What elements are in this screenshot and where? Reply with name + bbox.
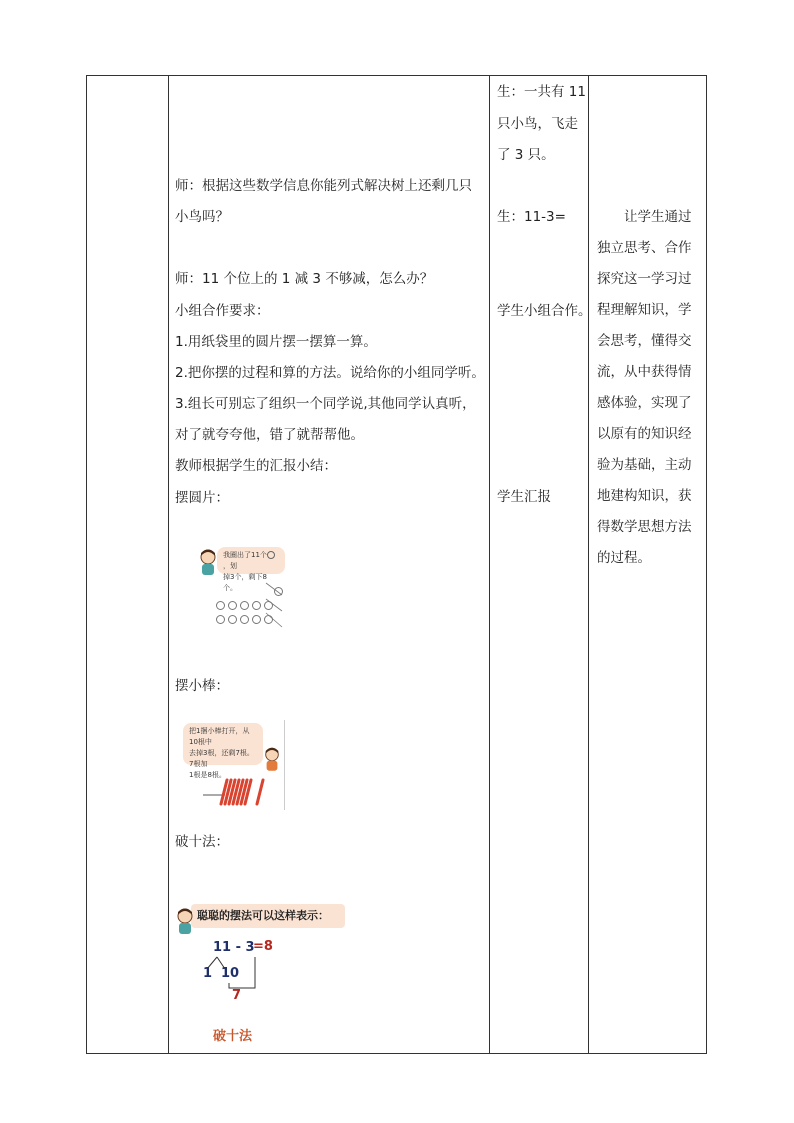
- teacher-question-2: 师：11 个位上的 1 减 3 不够减，怎么办？: [175, 271, 434, 287]
- child-avatar-icon: [198, 548, 218, 576]
- break-ten-seven: 7: [232, 988, 242, 1003]
- method-sticks-label: 摆小棒：: [175, 678, 229, 694]
- intent-line-12: 的过程。: [597, 550, 651, 566]
- intent-line-2: 独立思考、合作: [597, 240, 692, 256]
- illustration-border: [284, 720, 285, 810]
- intent-line-3: 探究这一学习过: [597, 271, 692, 287]
- intent-line-11: 得数学思想方法: [597, 519, 692, 535]
- circle: [216, 601, 225, 610]
- student-answer-1-line1: 生：一共有 11: [497, 84, 586, 100]
- circle: [228, 615, 237, 624]
- break-ten-caption: 破十法: [213, 1029, 253, 1044]
- circle: [228, 601, 237, 610]
- student-answer-1-line2: 只小鸟，飞走: [497, 116, 578, 132]
- teacher-question-1-line2: 小鸟吗？: [175, 209, 229, 225]
- circles-speech-bubble: 我圈出了11个，划 掉3个，剩下8个。: [217, 547, 285, 574]
- circle: [252, 615, 261, 624]
- circle: [240, 615, 249, 624]
- teacher-summary: 教师根据学生的汇报小结：: [175, 458, 337, 474]
- break-ten-illustration: [175, 900, 345, 1045]
- break-ten-banner-text: 聪聪的摆法可以这样表示：: [197, 909, 329, 922]
- break-ten-one: 1: [203, 966, 213, 981]
- break-ten-expression: 11 - 3: [213, 940, 255, 955]
- child-avatar-icon: [263, 746, 281, 772]
- break-ten-banner: [191, 904, 345, 928]
- group-requirement-title: 小组合作要求：: [175, 303, 270, 319]
- student-answer-2: 生：11-3=: [497, 209, 566, 225]
- column-divider-1: [168, 75, 169, 1054]
- teacher-question-1-line1: 师：根据这些数学信息你能列式解决树上还剩几只: [175, 178, 472, 194]
- student-report: 学生汇报: [497, 489, 551, 505]
- intent-line-9: 验为基础，主动: [597, 457, 692, 473]
- break-ten-result: =8: [253, 939, 273, 954]
- group-requirement-3-line2: 对了就夸夸他，错了就帮帮他。: [175, 427, 364, 443]
- method-circles-label: 摆圆片：: [175, 490, 229, 506]
- break-ten-ten: 10: [221, 966, 240, 981]
- sticks-bundle: [203, 778, 275, 808]
- crossed-out-marks: [264, 581, 286, 631]
- student-group-work: 学生小组合作。: [497, 303, 592, 319]
- sticks-speech-bubble: 把1捆小棒打开，从10根中 去掉3根，还剩7根。7根加 1根是8根。: [183, 723, 263, 765]
- circles-illustration: [198, 543, 298, 633]
- intent-line-10: 地建构知识，获: [597, 488, 692, 504]
- circle: [240, 601, 249, 610]
- group-requirement-2: 2.把你摆的过程和算的方法。说给你的小组同学听。: [175, 365, 485, 381]
- sticks-illustration: [183, 720, 289, 812]
- intent-line-1: 让学生通过: [597, 209, 692, 225]
- group-requirement-1: 1.用纸袋里的圆片摆一摆算一算。: [175, 334, 377, 350]
- intent-line-8: 以原有的知识经: [597, 426, 692, 442]
- group-requirement-3-line1: 3.组长可别忘了组织一个同学说,其他同学认真听，: [175, 396, 476, 412]
- intent-line-5: 会思考，懂得交: [597, 333, 692, 349]
- circle: [216, 615, 225, 624]
- column-divider-3: [588, 75, 589, 1054]
- circle: [252, 601, 261, 610]
- intent-line-4: 程理解知识，学: [597, 302, 692, 318]
- method-break-ten-label: 破十法：: [175, 834, 229, 850]
- student-answer-1-line3: 了 3 只。: [497, 147, 555, 163]
- column-divider-2: [489, 75, 490, 1054]
- intent-line-6: 流，从中获得情: [597, 364, 692, 380]
- intent-line-7: 感体验，实现了: [597, 395, 692, 411]
- child-avatar-icon: [175, 906, 195, 936]
